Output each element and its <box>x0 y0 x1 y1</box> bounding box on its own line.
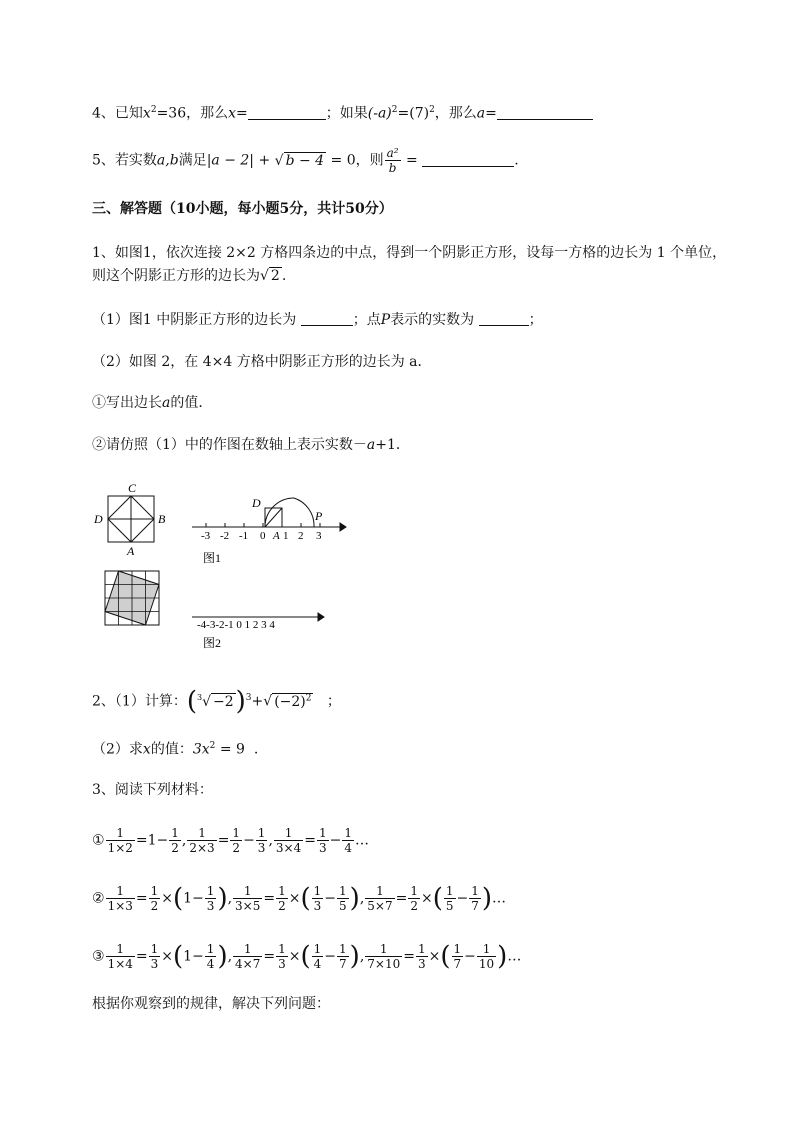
p2-plus: + <box>251 693 264 710</box>
p2-part2-label: （2）求 <box>92 741 143 758</box>
p3-row-2-mark: ② <box>92 890 105 907</box>
q4-blank-2[interactable] <box>497 105 593 120</box>
p1-sqrt: √ 2 <box>260 268 280 284</box>
p2-end1: ； <box>326 693 341 710</box>
p3-r1-f3: $\frac{1}{2\times 3}$ <box>189 826 215 855</box>
fig1-caption: 图1 <box>203 551 222 565</box>
p3-r1-f1: $\frac{1}{1\times 2}$ <box>107 826 133 855</box>
fig2-grid <box>105 571 159 625</box>
q4-eq3: =(7) <box>397 105 430 122</box>
p1-sub2: （2）如图 2，在 4×4 方格中阴影正方形的边长为 a． <box>92 354 432 370</box>
p1-item2 <box>92 435 410 455</box>
p2-eqn-pow: 2 <box>209 741 216 751</box>
fig1-tick-5: 2 <box>298 530 304 542</box>
fig1-tick-3: 0 <box>260 530 266 542</box>
p1-sub1b: ；点 <box>352 312 381 328</box>
q4-sup2: 2 <box>391 105 398 115</box>
p1-line2a: 则这个阴影正方形的边长为 <box>92 268 260 284</box>
fig2-caption: 图2 <box>203 636 222 650</box>
q5-prefix: 5、若实数 <box>92 152 157 169</box>
p1-line2b: . <box>281 268 287 284</box>
p3-r1-f2: $\frac{1}{2}$ <box>171 826 179 855</box>
p1-item2var: a <box>366 437 376 453</box>
p3-r1-f7: $\frac{1}{3}$ <box>318 826 327 855</box>
question-5 <box>92 146 519 175</box>
p1-item1a: ①写出边长 <box>92 395 162 411</box>
fig1-label-A: A <box>127 544 135 558</box>
p3-r1-f8: $\frac{1}{4}$ <box>344 826 352 855</box>
p1-blank-1[interactable] <box>301 311 353 326</box>
q5-abs: |a − 2| + <box>206 152 275 169</box>
section-3-heading: 三、解答题（10小题，每小题5分，共计50分） <box>92 201 393 217</box>
q4-mid: ；如果 <box>325 105 368 122</box>
fig2-number-line <box>192 613 324 621</box>
p2-part2b: 的值： <box>150 741 193 758</box>
p2-end2: . <box>253 741 259 758</box>
p3-conclusion: 根据你观察到的规律，解决下列问题： <box>92 996 330 1012</box>
p3-row-1: ① $\frac{1}{1\times 2}$ =1− $\frac{1}{2}$ , $\frac{1}{2\times 3}$ = $\frac{1}{2}$ − $\frac{1}{3}$ , $\frac{1}{3\times 4}$ = $\frac{1}{3}$ − $\frac{1}{4}$ … <box>92 826 369 855</box>
fig1-tick-6: 3 <box>316 530 322 542</box>
p2-eqn: 3x <box>192 741 210 758</box>
p1-item1b: 的值． <box>170 395 213 411</box>
fig1-node-A: A <box>273 530 280 542</box>
q4-eq2: = <box>236 105 248 122</box>
p1-item2b: +1． <box>375 437 410 453</box>
p2-var: x <box>142 741 151 758</box>
fig1-node-D: D <box>252 496 261 510</box>
p1-sub1d: ； <box>528 312 543 328</box>
fig1-label-D: D <box>94 512 103 526</box>
q4-prefix: 4、已知 <box>92 105 143 122</box>
p1-sub1a: （1）图1 中阴影正方形的边长为 <box>92 312 297 328</box>
p3-r1-f4: $\frac{1}{2}$ <box>232 826 241 855</box>
q4-eq4: = <box>485 105 497 122</box>
fig1-label-C: C <box>128 481 137 495</box>
q4-var-x: x <box>142 105 151 122</box>
p3-title: 3、阅读下列材料： <box>92 782 213 798</box>
p2-sq-rad: (−2) <box>274 693 306 710</box>
fig1-grid <box>108 496 154 542</box>
q5-end: . <box>514 152 519 169</box>
q5-cond: 满足 <box>178 152 207 169</box>
p2-cbrt-index: 3 <box>196 693 203 702</box>
p2-cbrt-rad: −2 <box>213 693 234 710</box>
q5-eq: = <box>401 152 423 169</box>
question-4 <box>92 100 593 124</box>
q4-var-a: a <box>476 105 486 122</box>
q4-sup: 2 <box>150 105 157 115</box>
fig1-tick-4: 1 <box>283 530 289 542</box>
p3-row-3: ③ $\frac{1}{1\times 4}$ = $\frac{1}{3}$ ×(1− $\frac{1}{4}$ ), $\frac{1}{4\times 7}$ = $\frac{1}{3}$ ×( $\frac{1}{4}$ − $\frac{1}{7}$ ), $\frac{1}{7\times 10}$ = $\frac{1}{3}$ ×( $\frac{1}{7}$ − $\frac{1}{10}$ )… <box>92 941 522 972</box>
p1-sub1 <box>92 310 543 330</box>
p1-sub1c: 表示的实数为 <box>390 312 475 328</box>
p1-line1: 1、如图1，依次连接 2×2 方格四条边的中点，得到一个阴影正方形，设每一方格的边长为 1 个单位， <box>92 245 727 261</box>
p2-eqn-rhs: = 9 <box>215 741 245 758</box>
q4-var-x2: x <box>228 105 237 122</box>
q4-sup3: 2 <box>429 105 435 115</box>
q4-expr: (-a) <box>367 105 392 122</box>
p2-part1 <box>92 686 341 717</box>
fig1-tick-2: -1 <box>239 530 249 542</box>
p1-blank-2[interactable] <box>479 311 529 326</box>
q5-root: b − 4 <box>285 152 325 169</box>
p2-sq-pow: 2 <box>305 693 312 703</box>
p2-sqrt: √ $(-2)^2$ <box>263 693 312 710</box>
q5-den: b <box>388 161 397 175</box>
q5-vars: a,b <box>156 152 179 169</box>
p1-item1var: a <box>162 395 171 411</box>
fig1-node-P: P <box>315 509 323 523</box>
p2-cbrt: √ −2 <box>202 693 234 710</box>
q5-sqrt: √ b − 4 <box>274 152 325 169</box>
q5-fraction <box>385 146 401 175</box>
fig1-number-line <box>192 498 346 531</box>
q4-blank-1[interactable] <box>248 105 326 120</box>
p3-row-1-mark: ① <box>92 832 105 849</box>
p3-row-2: ② $\frac{1}{1\times 3}$ = $\frac{1}{2}$ ×(1− $\frac{1}{3}$ ), $\frac{1}{3\times 5}$ = $\frac{1}{2}$ ×( $\frac{1}{3}$ − $\frac{1}{5}$ ), $\frac{1}{5\times 7}$ = $\frac{1}{2}$ ×( $\frac{1}{5}$ − $\frac{1}{7}$ )… <box>92 883 507 914</box>
q4-eq: =36，那么 <box>156 105 229 122</box>
p1-sub1P: P <box>380 312 391 328</box>
fig1-tick-0: -3 <box>201 530 211 542</box>
p2-part2 <box>92 736 258 760</box>
p2-paren-close: ) <box>235 686 246 717</box>
q4-then: ，那么 <box>434 105 477 122</box>
p1-item1 <box>92 393 212 413</box>
p1-root: 2 <box>270 268 280 284</box>
p2-pow: 3 <box>245 693 252 703</box>
fig1-tick-labels <box>201 530 322 542</box>
p3-r1-f5: $\frac{1}{3}$ <box>257 826 266 855</box>
fig2-tick-labels: -4-3-2-1 0 1 2 3 4 <box>197 619 275 631</box>
p3-r1-f6: $\frac{1}{3\times 4}$ <box>275 826 302 855</box>
q5-num: a² <box>386 146 399 160</box>
p1-line2 <box>92 266 286 286</box>
q5-blank[interactable] <box>422 152 514 167</box>
p1-item2a: ②请仿照（1）中的作图在数轴上表示实数－ <box>92 437 367 453</box>
q5-eq0: = 0，则 <box>326 152 384 169</box>
p2-sqrt-rad <box>272 693 313 710</box>
fig1-label-B: B <box>158 512 166 526</box>
p2-part1-label: 2、（1）计算： <box>92 693 187 710</box>
p3-row-3-mark: ③ <box>92 948 105 965</box>
fig1-tick-1: -2 <box>220 530 230 542</box>
p2-paren-open: ( <box>186 686 197 717</box>
